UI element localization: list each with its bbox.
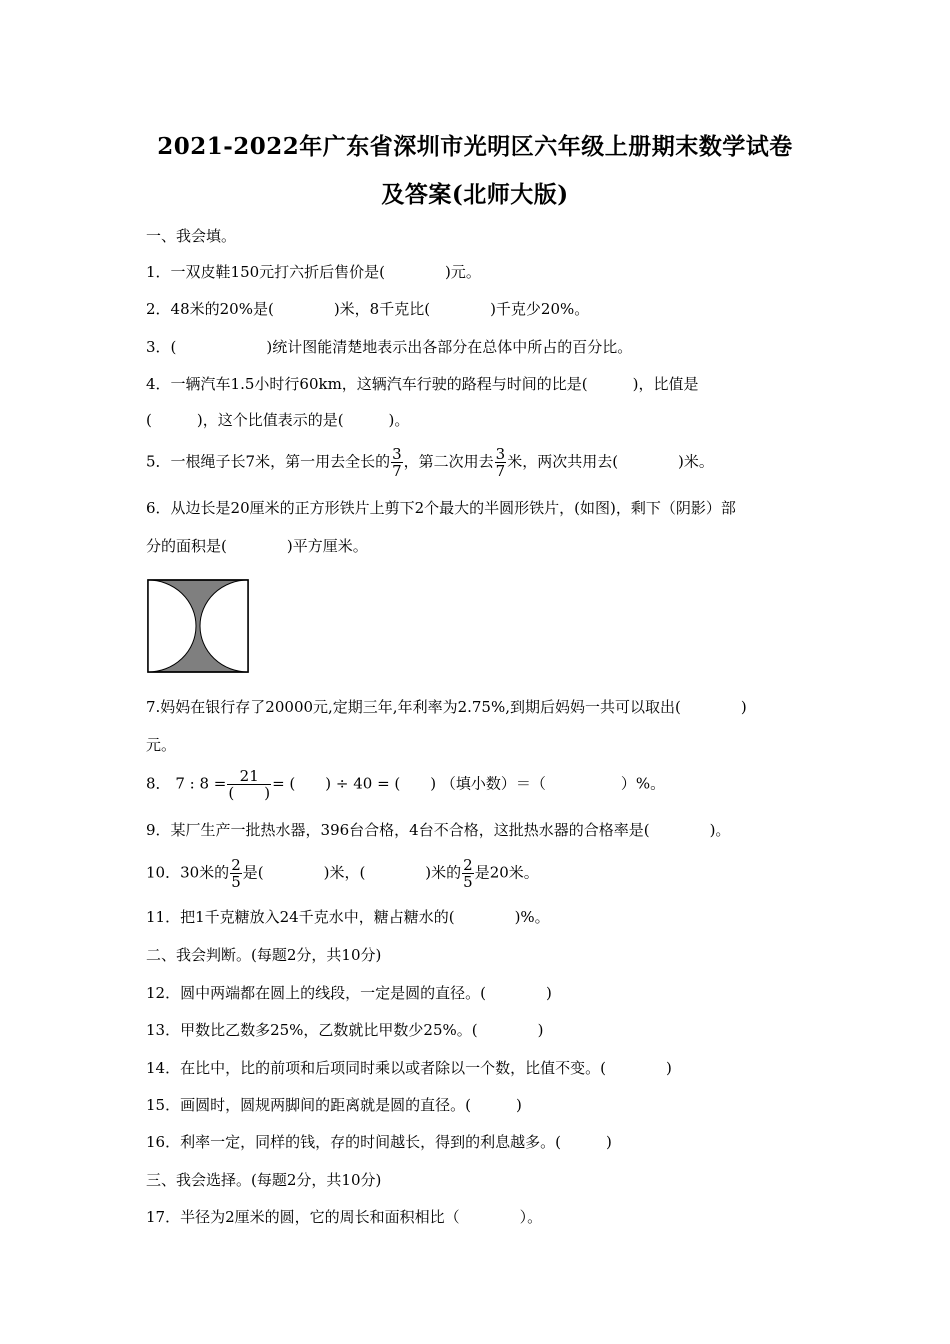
question-13: 13．甲数比乙数多25%，乙数就比甲数少25%。( ) — [146, 1021, 544, 1039]
question-8-ratio: 7 : 8 = — [175, 774, 227, 793]
question-8-equation: = ( ) ÷ 40 = ( ) — [272, 774, 437, 793]
question-12: 12．圆中两端都在圆上的线段，一定是圆的直径。( ) — [146, 984, 552, 1002]
question-8 — [146, 768, 665, 801]
fraction-numerator: 21 — [227, 768, 271, 785]
question-14: 14．在比中，比的前项和后项同时乘以或者除以一个数，比值不变。( ) — [146, 1059, 672, 1077]
fraction-denominator: ( ) — [228, 784, 271, 802]
fraction-numerator: 3 — [392, 445, 402, 463]
fraction-denominator: 7 — [495, 462, 506, 480]
question-10-text-3: 是20米。 — [474, 863, 539, 882]
question-17: 17．半径为2厘米的圆，它的周长和面积相比（ ）。 — [146, 1208, 543, 1226]
question-10-text-2: 是( )米，( )米的 — [242, 863, 462, 882]
section-1-heading: 一、我会填。 — [146, 227, 237, 245]
fraction-denominator: 5 — [463, 873, 473, 891]
question-10 — [146, 857, 539, 890]
fraction-numerator: 2 — [231, 856, 241, 874]
question-9: 9．某厂生产一批热水器，396台合格，4台不合格，这批热水器的合格率是( )。 — [146, 821, 731, 839]
fraction-2-5-b — [462, 857, 474, 890]
question-5 — [146, 446, 714, 479]
question-3: 3．( )统计图能清楚地表示出各部分在总体中所占的百分比。 — [146, 338, 633, 356]
shaded-region-diagram — [146, 578, 252, 674]
fraction-3-7-b — [495, 446, 507, 479]
page-title: 2021-2022年广东省深圳市光明区六年级上册期末数学试卷 — [157, 133, 793, 160]
question-6-line-2: 分的面积是( )平方厘米。 — [146, 537, 368, 555]
fraction-denominator: 7 — [392, 462, 402, 480]
question-16: 16．利率一定，同样的钱，存的时间越长，得到的利息越多。( ) — [146, 1133, 612, 1151]
question-7-line-1: 7.妈妈在银行存了20000元,定期三年,年利率为2.75%,到期后妈妈一共可以取出( ) — [146, 698, 747, 716]
question-2: 2．48米的20%是( )米，8千克比( )千克少20%。 — [146, 300, 590, 318]
section-2-heading: 二、我会判断。(每题2分，共10分) — [146, 946, 382, 964]
question-15: 15．画圆时，圆规两脚间的距离就是圆的直径。( ) — [146, 1096, 522, 1114]
question-8-number: 8． — [146, 774, 171, 793]
question-7-line-2: 元。 — [146, 736, 177, 754]
question-5-text-1: 5．一根绳子长7米，第一用去全长的 — [146, 452, 391, 471]
question-4-line-2: ( )，这个比值表示的是( )。 — [146, 411, 410, 429]
page-subtitle: 及答案(北师大版) — [381, 181, 569, 208]
fraction-numerator: 2 — [463, 856, 473, 874]
fraction-3-7-a — [391, 446, 403, 479]
section-3-heading: 三、我会选择。(每题2分，共10分) — [146, 1171, 382, 1189]
question-4-line-1: 4．一辆汽车1.5小时行60km，这辆汽车行驶的路程与时间的比是( )，比值是 — [146, 375, 699, 393]
question-1: 1．一双皮鞋150元打六折后售价是( )元。 — [146, 263, 481, 281]
question-6-line-1: 6．从边长是20厘米的正方形铁片上剪下2个最大的半圆形铁片，(如图)，剩下（阴影）部 — [146, 499, 736, 517]
fraction-denominator: 5 — [231, 873, 241, 891]
fraction-numerator: 3 — [495, 445, 506, 463]
question-11: 11．把1千克糖放入24千克水中，糖占糖水的( )%。 — [146, 908, 550, 926]
question-10-text-1: 10．30米的 — [146, 863, 230, 882]
question-5-text-3: 米，两次共用去( )米。 — [507, 452, 714, 471]
square-semicircles-figure — [146, 578, 252, 678]
question-5-text-2: ，第二次用去 — [403, 452, 494, 471]
fraction-21-blank — [227, 768, 271, 801]
fraction-2-5-a — [230, 857, 242, 890]
question-8-suffix: （填小数）＝（ ）%。 — [440, 774, 666, 793]
